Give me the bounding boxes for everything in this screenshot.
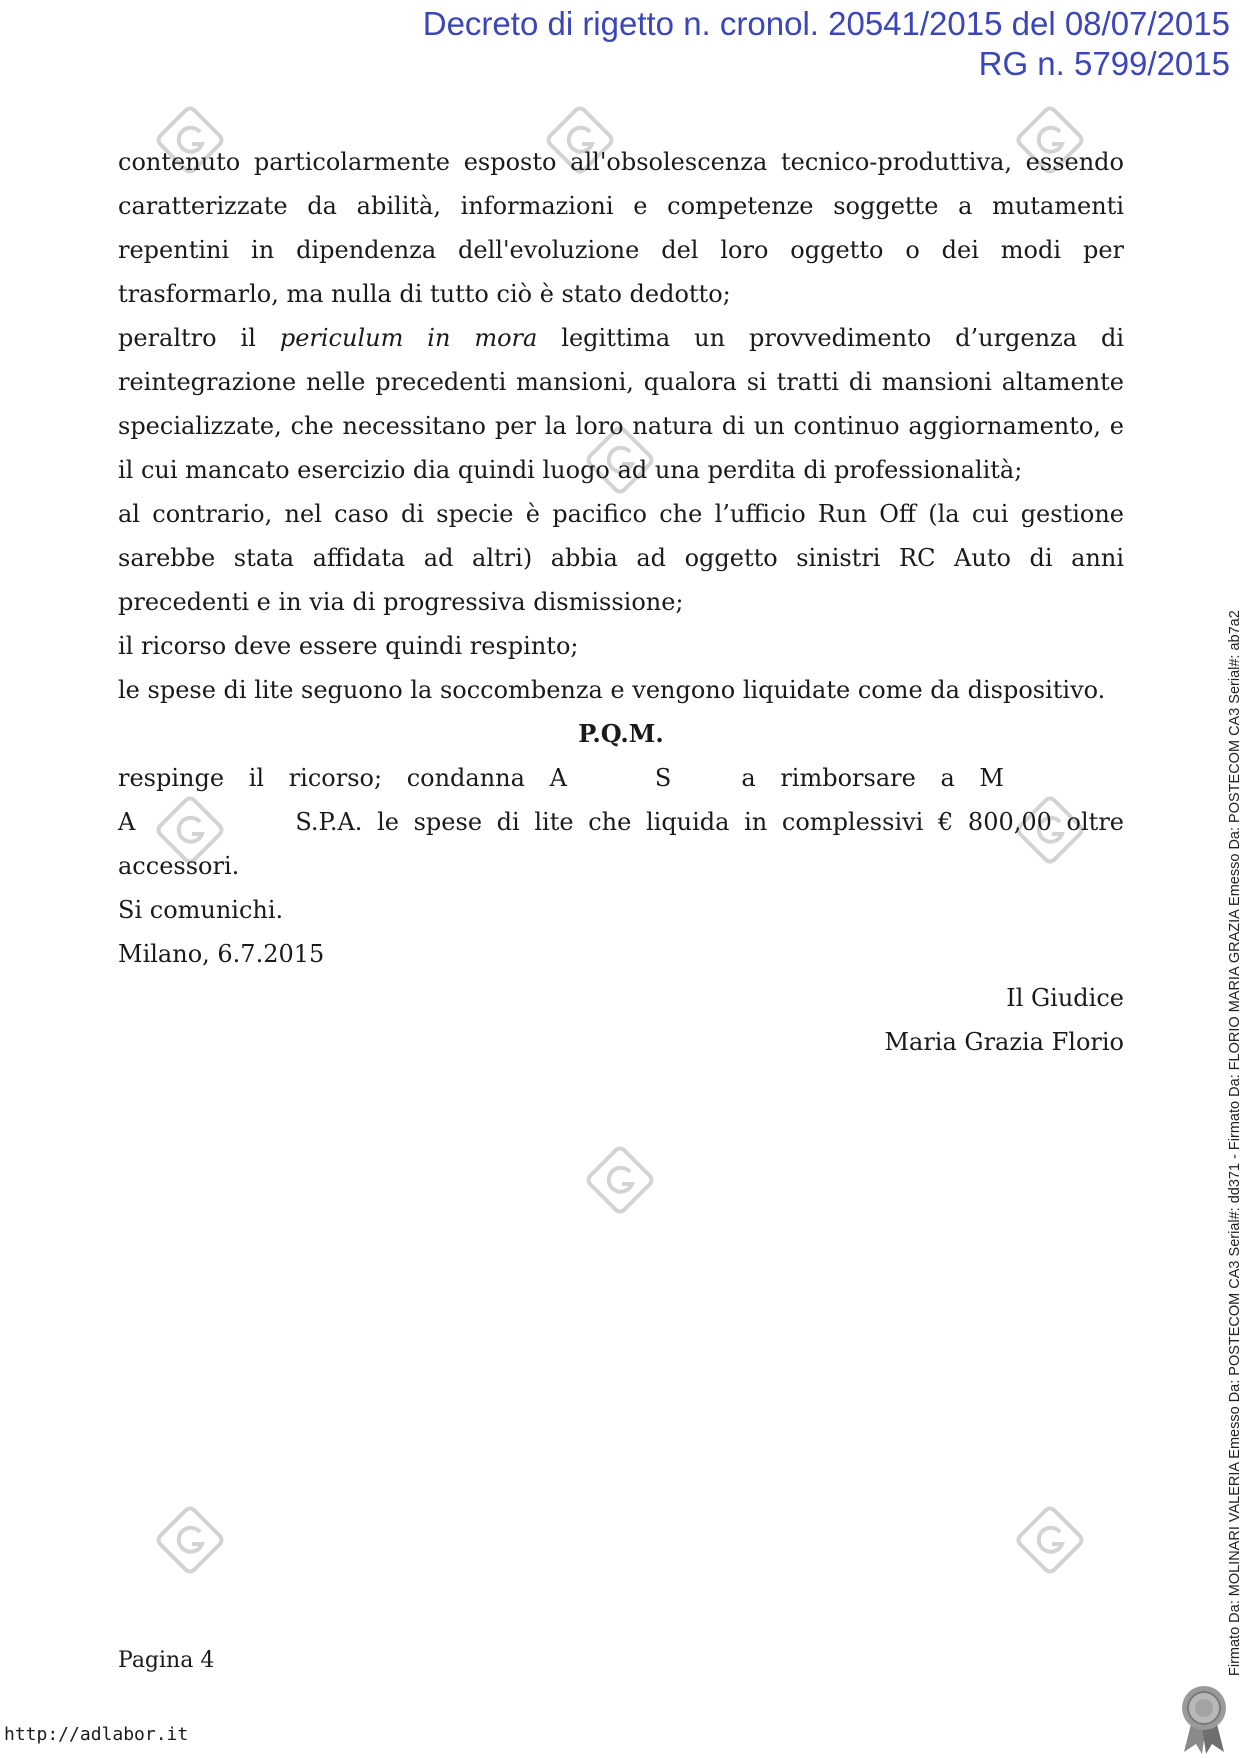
header-rg-line: RG n. 5799/2015: [978, 45, 1230, 82]
disposition-text-1a: respinge il ricorso; condanna A: [118, 764, 567, 792]
judge-title: Il Giudice: [1006, 984, 1124, 1012]
disposition-text-1c: a rimborsare a M: [741, 764, 1004, 792]
paragraph-periculum: [118, 316, 1124, 492]
paragraph-obsolescence: contenuto particolarmente esposto all'obsolescenza tecnico-produttiva, essendo caratterizzate da abilità, informazioni e competenze soggette a mutamenti repentini in dipendenza dell'evoluzione del loro oggetto o dei modi per trasformarlo, ma nulla di tutto ciò è stato dedotto;: [118, 148, 1124, 308]
document-body: [118, 140, 1124, 1064]
paragraph-rejection: il ricorso deve essere quindi respinto;: [118, 632, 579, 660]
watermark-logo-icon: [580, 1140, 660, 1220]
watermark-logo-icon: [150, 1500, 230, 1580]
periculum-intro: peraltro il: [118, 324, 280, 352]
judge-name: Maria Grazia Florio: [884, 1028, 1124, 1056]
document-header: [423, 4, 1230, 84]
disposition-text-2b: S.P.A. le spese di lite che liquida in complessivi € 800,00 oltre: [295, 808, 1124, 836]
disposition-line-2: [118, 800, 1124, 844]
disposition-text-2a: A: [118, 808, 136, 836]
footer-url-link[interactable]: http://adlabor.it: [4, 1724, 189, 1745]
header-decree-line: Decreto di rigetto n. cronol. 20541/2015 del 08/07/2015: [422, 5, 1230, 42]
place-date: Milano, 6.7.2015: [118, 940, 325, 968]
periculum-italic: periculum in mora: [279, 324, 538, 352]
communication-line: Si comunichi.: [118, 896, 284, 924]
pqm-heading: P.Q.M.: [578, 719, 664, 748]
paragraph-run-off: al contrario, nel caso di specie è pacifico che l’ufficio Run Off (la cui gestione sarebbe stata affidata ad altri) abbia ad oggetto sinistri RC Auto di anni precedenti e in via di progressiva dismissione;: [118, 500, 1124, 616]
disposition-text-1b: S: [654, 764, 672, 792]
page-number: Pagina 4: [118, 1648, 215, 1673]
paragraph-costs: le spese di lite seguono la soccombenza e vengono liquidate come da dispositivo.: [118, 676, 1106, 704]
periculum-rest: legittima un provvedimento d’urgenza di reintegrazione nelle precedenti mansioni, qualora si tratti di mansioni altamente specializzate, che necessitano per la loro natura di un continuo aggiornamento, e il cui mancato esercizio dia quindi luogo ad una perdita di professionalità;: [118, 324, 1124, 484]
watermark-logo-icon: [1010, 1500, 1090, 1580]
disposition-line-1: [118, 756, 1124, 800]
digital-signature-sidebar: Firmato Da: MOLINARI VALERIA Emesso Da: POSTECOM CA3 Serial#: dd371 - Firmato Da: FLORIO MARIA GRAZIA Emesso Da: POSTECOM CA3 Serial#: ab7a2: [1227, 610, 1243, 1676]
award-seal-icon: [1176, 1682, 1232, 1754]
disposition-line-3: accessori.: [118, 852, 240, 880]
